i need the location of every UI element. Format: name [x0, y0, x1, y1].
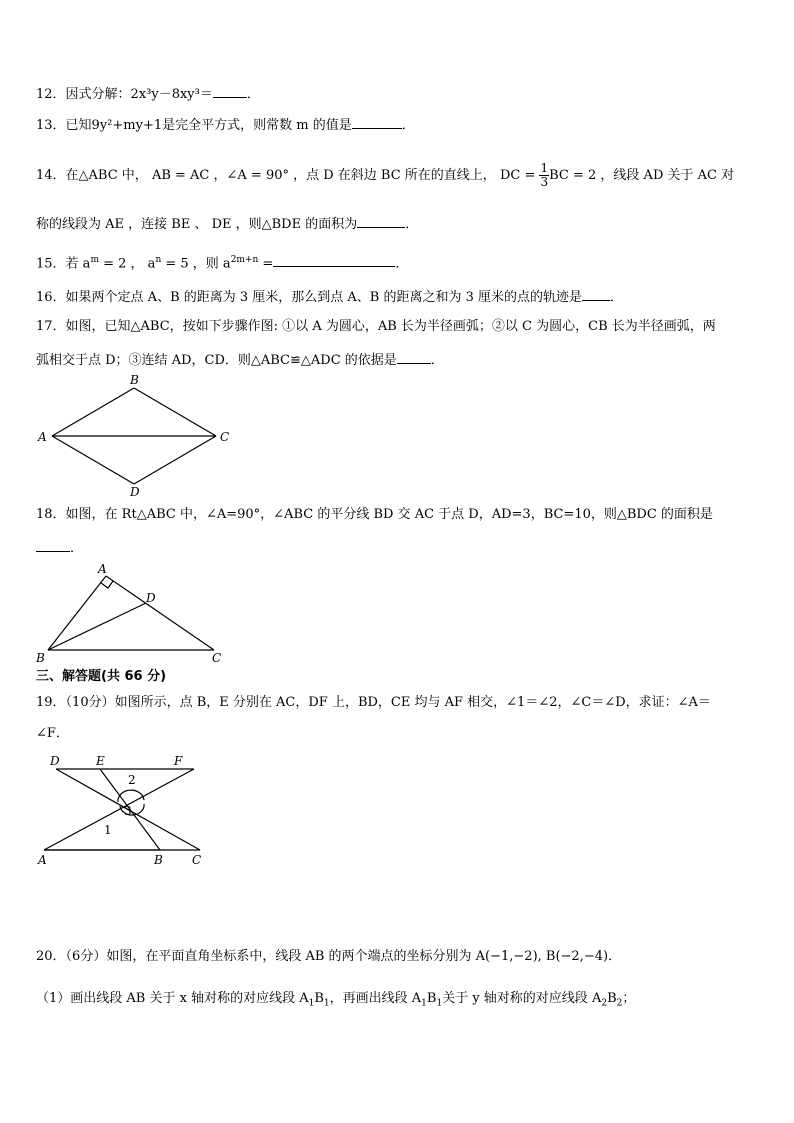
question-text-end: ．: [395, 256, 409, 272]
question-20-part1: [36, 990, 635, 1013]
question-16: [36, 287, 623, 307]
segment-bd: [48, 603, 146, 650]
subscript: 1: [308, 998, 315, 1009]
question-text-2: = 2 ， a: [98, 256, 156, 272]
fraction-denominator: 3: [540, 175, 549, 189]
fraction-numerator: 1: [540, 161, 549, 175]
answer-blank[interactable]: [582, 287, 610, 301]
part-text: （1）画出线段 AB 关于 x 轴对称的对应线段 A: [36, 991, 309, 1006]
question-text: 已知9y²+my+1是完全平方式，则常数 m 的值是: [65, 118, 352, 133]
question-text-3: = 5 ，则 a: [161, 256, 231, 272]
label-c: C: [212, 651, 222, 665]
section-title: 三、解答题(共 66 分): [36, 669, 167, 684]
question-19: [36, 694, 711, 712]
question-14-line2: [36, 214, 418, 234]
question-18-line2: [36, 538, 83, 558]
question-text: （10分）如图所示，点 B，E 分别在 AC，DF 上，BD，CE 均与 AF 相交，∠1＝∠2，∠C＝∠D，求证：∠A＝: [65, 695, 711, 710]
question-number: 20．: [36, 949, 66, 964]
question-text: 若 a: [65, 256, 91, 272]
figure-q19: [34, 752, 210, 870]
question-number: 16．: [36, 290, 66, 305]
question-text: 如图，在 Rt△ABC 中，∠A=90°，∠ABC 的平分线 BD 交 AC 于点 D，AD=3，BC=10，则△BDC 的面积是: [65, 507, 713, 522]
subscript: 2: [601, 998, 608, 1009]
question-19-line2: [36, 725, 69, 743]
question-17: [36, 318, 716, 336]
answer-blank[interactable]: [36, 538, 70, 552]
label-a: A: [38, 853, 47, 867]
angle-arc-2: [118, 790, 144, 802]
part-text-3: 关于 y 轴对称的对应线段 A: [442, 991, 602, 1006]
question-13: [36, 115, 415, 135]
segment-ab: [52, 388, 134, 436]
part-text-2: ，再画出线段 A: [329, 991, 422, 1006]
question-text-end: ．: [70, 541, 84, 556]
figure-q18: [30, 560, 230, 666]
question-number: 17．: [36, 319, 66, 334]
part-text-b2: B: [426, 991, 437, 1006]
question-text-end: ．: [610, 290, 624, 305]
answer-blank[interactable]: [273, 253, 395, 267]
question-text: 如果两个定点 A、B 的距离为 3 厘米，那么到点 A、B 的距离之和为 3 厘米的点的轨迹是: [65, 290, 583, 305]
answer-blank[interactable]: [213, 84, 247, 98]
segment-af: [44, 769, 194, 850]
subscript: 1: [323, 998, 330, 1009]
subscript: 2: [616, 998, 623, 1009]
question-15: [36, 251, 408, 273]
segment-ba: [48, 576, 106, 650]
label-e: E: [96, 754, 105, 768]
label-angle-1: 1: [104, 823, 112, 837]
right-angle-mark: [101, 581, 113, 588]
label-b: B: [130, 373, 139, 387]
part-text-b3: B: [607, 991, 617, 1006]
question-17-line2: [36, 350, 444, 370]
question-text: 在△ABC 中， AB = AC ，∠A = 90° ，点 D 在斜边 BC 所在的直线上， DC =: [65, 168, 536, 183]
exponent: 2m+n: [230, 255, 259, 265]
question-text-end: ．: [405, 217, 419, 232]
segment-bc: [134, 388, 216, 436]
figure-q17: [30, 372, 240, 500]
question-14: [36, 161, 734, 191]
part-text-b: B: [314, 991, 324, 1006]
question-text: 如图，已知△ABC，按如下步骤作图: ①以 A 为圆心，AB 长为半径画弧；②以 C 为圆心，CB 长为半径画弧，两: [65, 319, 716, 334]
subscript: 1: [421, 998, 427, 1009]
question-text: （6分）如图，在平面直角坐标系中，线段 AB 的两个端点的坐标分别为 A(−1,−2), B(−2,−4)．: [65, 949, 622, 964]
label-a: A: [98, 562, 107, 576]
question-number: 18．: [36, 507, 66, 522]
answer-blank[interactable]: [397, 350, 431, 364]
question-text-end: ．: [401, 118, 415, 133]
exponent: m: [90, 255, 99, 265]
question-text-end: ．: [246, 87, 260, 102]
question-text-4: =: [258, 256, 274, 272]
label-b: B: [36, 651, 45, 665]
question-number: 14．: [36, 168, 66, 183]
question-20: [36, 948, 621, 966]
question-text: 因式分解：2x³y－8xy³＝: [65, 87, 213, 102]
label-c: C: [192, 853, 202, 867]
fraction: [539, 162, 549, 189]
segment-dc: [134, 436, 216, 484]
question-text-2: BC = 2 ，线段 AD 关于 AC 对: [549, 168, 735, 183]
question-text-3: 称的线段为 AE ，连接 BE 、 DE ，则△BDE 的面积为: [36, 217, 358, 232]
question-text-2: ∠F．: [36, 726, 69, 741]
question-18: [36, 506, 713, 524]
label-d: D: [146, 591, 156, 605]
label-f: F: [174, 754, 183, 768]
segment-ac: [106, 576, 214, 650]
label-angle-3: 3: [124, 804, 132, 818]
exponent: n: [155, 255, 162, 265]
question-number: 12．: [36, 87, 66, 102]
answer-blank[interactable]: [352, 115, 402, 129]
question-number: 15．: [36, 256, 66, 272]
label-b: B: [154, 853, 163, 867]
label-d: D: [130, 485, 140, 499]
subscript: 1: [436, 998, 443, 1009]
question-text-2: 弧相交于点 D；③连结 AD，CD．则△ABC≌△ADC 的依据是: [36, 353, 397, 368]
question-text-end: ．: [430, 353, 444, 368]
label-angle-2: 2: [128, 773, 136, 787]
part-text-end: ；: [622, 991, 636, 1006]
label-c: C: [220, 430, 230, 444]
label-a: A: [38, 430, 47, 444]
segment-ad: [52, 436, 134, 484]
question-number: 13．: [36, 118, 66, 133]
question-12: [36, 84, 260, 104]
label-d: D: [50, 754, 60, 768]
answer-blank[interactable]: [357, 214, 405, 228]
question-number: 19．: [36, 695, 66, 710]
